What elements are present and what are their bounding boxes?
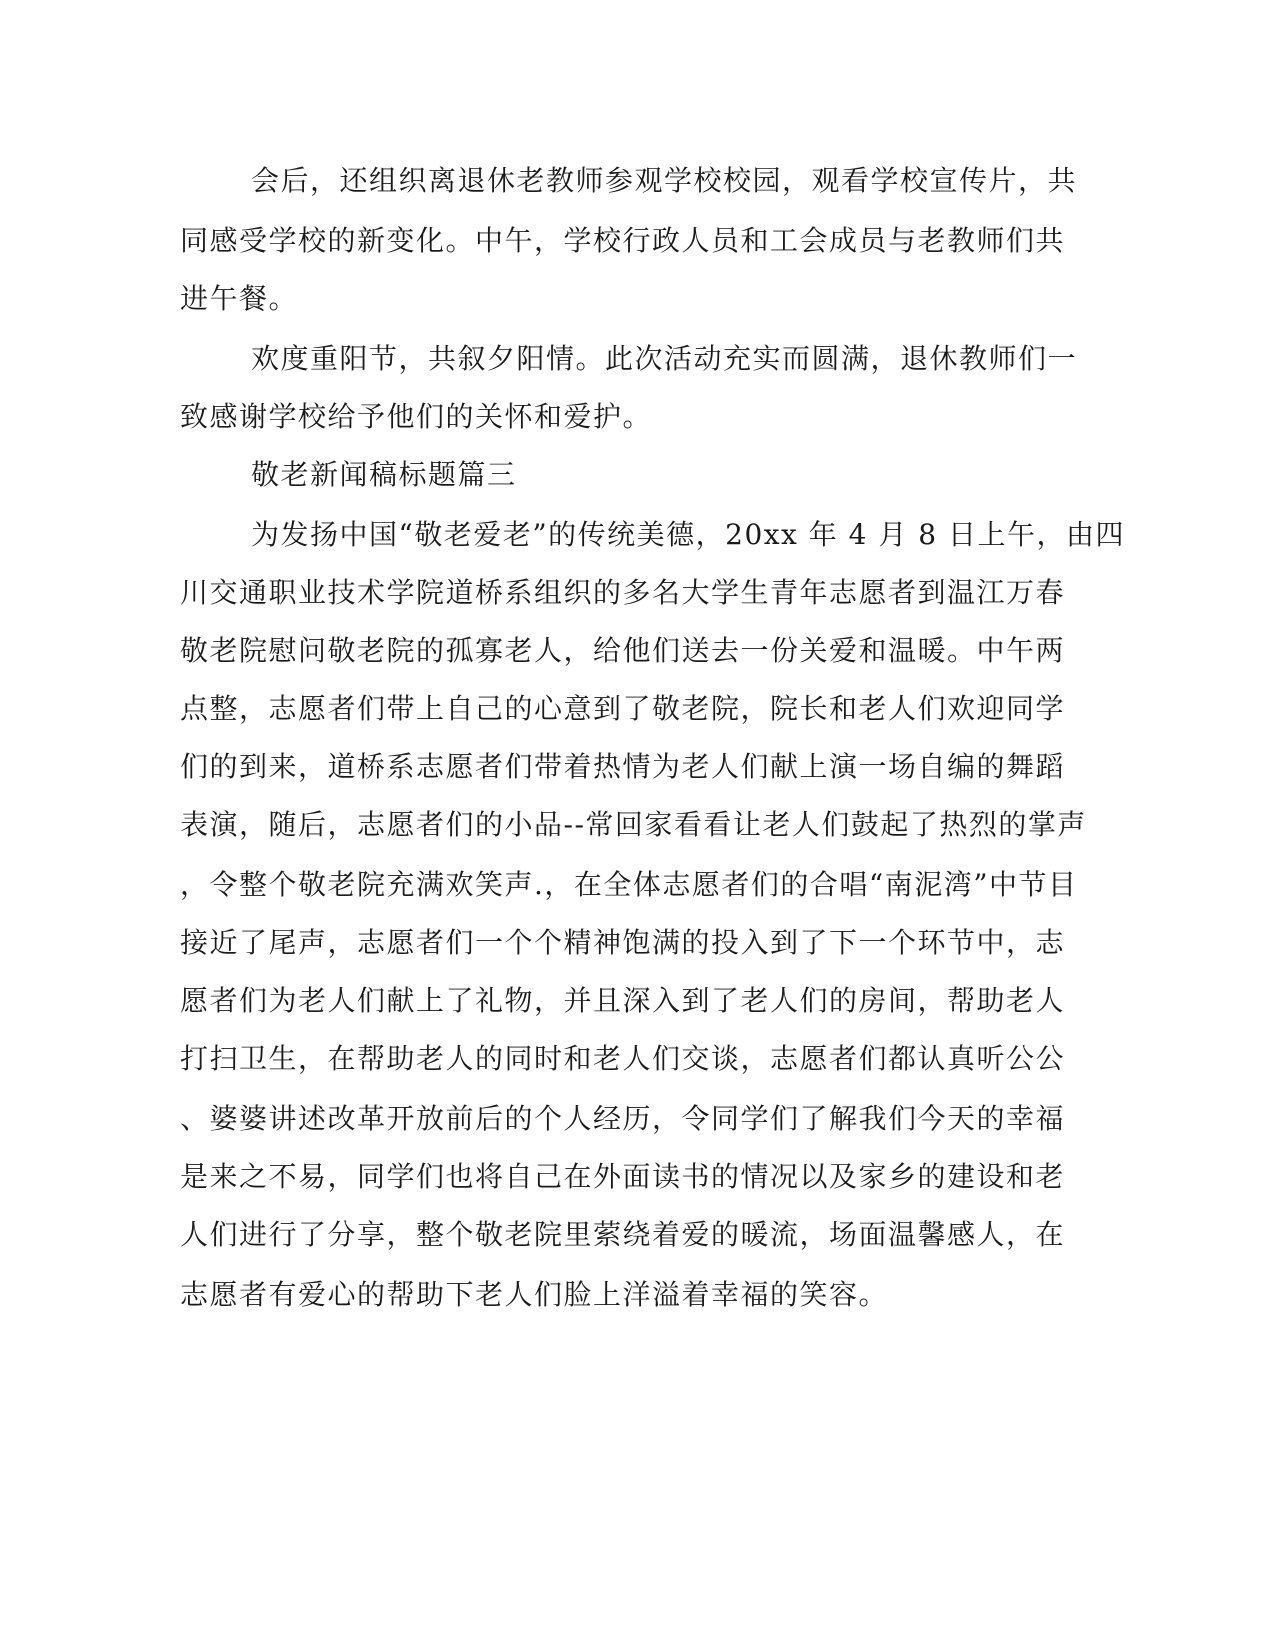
paragraph-3-line-8: 接近了尾声，志愿者们一个个精神饱满的投入到了下一个环节中，志 [180, 926, 1066, 959]
paragraph-1-line-2: 同感受学校的新变化。中午，学校行政人员和工会成员与老教师们共 [180, 224, 1066, 257]
paragraph-3-line-14: 志愿者有爱心的帮助下老人们脸上洋溢着幸福的笑容。 [180, 1278, 889, 1311]
paragraph-3-line-10: 打扫卫生，在帮助老人的同时和老人们交谈，志愿者们都认真听公公 [180, 1042, 1066, 1075]
paragraph-3-line-11: 、婆婆讲述改革开放前后的个人经历，令同学们了解我们今天的幸福 [180, 1102, 1066, 1135]
paragraph-3-line-6: 表演，随后，志愿者们的小品--常回家看看让老人们鼓起了热烈的掌声 [180, 808, 1087, 841]
paragraph-3-line-9: 愿者们为老人们献上了礼物，并且深入到了老人们的房间，帮助老人 [180, 984, 1066, 1017]
paragraph-3-line-7: ，令整个敬老院充满欢笑声.，在全体志愿者们的合唱“南泥湾”中节目 [180, 868, 1078, 901]
paragraph-1-line-3: 进午餐。 [180, 282, 299, 315]
paragraph-3-line-2: 川交通职业技术学院道桥系组织的多名大学生青年志愿者到温江万春 [180, 576, 1066, 609]
paragraph-3-line-5: 们的到来，道桥系志愿者们带着热情为老人们献上演一场自编的舞蹈 [180, 750, 1066, 783]
paragraph-1-line-1: 会后，还组织离退休老教师参观学校校园，观看学校宣传片，共 [251, 164, 1078, 197]
paragraph-3-line-4: 点整，志愿者们带上自己的心意到了敬老院，院长和老人们欢迎同学 [180, 692, 1066, 725]
section-heading: 敬老新闻稿标题篇三 [251, 458, 517, 491]
paragraph-3-line-12: 是来之不易，同学们也将自己在外面读书的情况以及家乡的建设和老 [180, 1160, 1066, 1193]
paragraph-3-line-1: 为发扬中国“敬老爱老”的传统美德，20xx 年 4 月 8 日上午，由四 [251, 518, 1125, 551]
paragraph-3-line-13: 人们进行了分享，整个敬老院里萦绕着爱的暖流，场面温馨感人，在 [180, 1218, 1066, 1251]
paragraph-2-line-1: 欢度重阳节，共叙夕阳情。此次活动充实而圆满，退休教师们一 [251, 342, 1078, 375]
paragraph-2-line-2: 致感谢学校给予他们的关怀和爱护。 [180, 400, 653, 433]
paragraph-3-line-3: 敬老院慰问敬老院的孤寡老人，给他们送去一份关爱和温暖。中午两 [180, 634, 1066, 667]
